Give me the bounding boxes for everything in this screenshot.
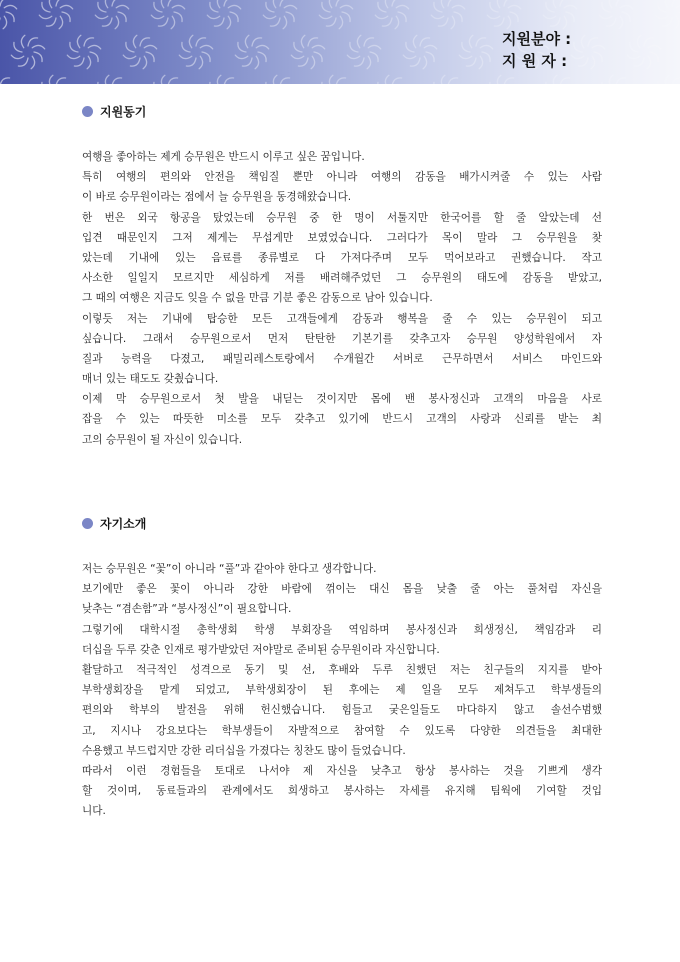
- text-line: 부학생회장을 맡게 되었고, 부학생회장이 된 후에는 제 일을 모두 제쳐두고 학부생들의: [82, 684, 602, 697]
- text-line: 보기에만 좋은 꽃이 아니라 강한 바람에 꺾이는 대신 몸을 낮출 줄 아는 풀처럼 자신을: [82, 583, 602, 596]
- text-line: 잡을 수 있는 따뜻한 미소를 모두 갖추고 있기에 반드시 고객의 사랑과 신뢰를 받는 최: [82, 413, 602, 426]
- paragraph: [82, 147, 602, 450]
- swirl-ornament: [95, 0, 128, 29]
- swirl-ornament: [263, 75, 296, 84]
- text-line: 수용했고 부드럽지만 강한 리더십을 가졌다는 칭찬도 많이 들었습니다.: [82, 744, 406, 757]
- swirl-ornament: [151, 75, 184, 84]
- text-line: 았는데 기내에 있는 음료를 종류별로 다 가져다주며 모두 먹어보라고 권했습니다. 작고: [82, 251, 602, 264]
- text-line: 니다.: [82, 805, 106, 818]
- section-title: [82, 103, 602, 119]
- swirl-ornament: [0, 75, 17, 84]
- swirl-ornament: [543, 75, 576, 84]
- text-line: 이 바로 승무원이라는 점에서 늘 승무원을 동경해왔습니다.: [82, 191, 352, 204]
- swirl-ornament: [11, 35, 44, 68]
- swirl-ornament: [627, 35, 660, 68]
- swirl-ornament: [431, 0, 464, 29]
- decorative-swirl-pattern: [0, 0, 680, 84]
- text-line: 입견 때문인지 그저 제게는 무섭게만 보였었습니다. 그러다가 목이 말라 그 승무원을 찾: [82, 231, 602, 244]
- swirl-ornament: [291, 35, 324, 68]
- text-line: 더십을 두루 갖춘 인재로 평가받았던 저야말로 준비된 승무원이라 자신합니다.: [82, 643, 440, 656]
- text-line: 매너 있는 태도도 갖췄습니다.: [82, 373, 219, 386]
- swirl-ornament: [0, 0, 17, 29]
- text-line: 사소한 일일지 모르지만 세심하게 저를 배려해주었던 그 승무원의 태도에 감동을 받았고,: [82, 272, 602, 285]
- section-motivation: [82, 103, 602, 450]
- swirl-ornament: [431, 75, 464, 84]
- swirl-ornament: [375, 0, 408, 29]
- text-line: 할 것이며, 동료들과의 관계에서도 희생하고 봉사하는 자세를 유지해 팀웍에 기여할 것입: [82, 785, 602, 798]
- text-line: 싶습니다. 그래서 승무원으로서 먼저 탄탄한 기본기를 갖추고자 승무원 양성학원에서 자: [82, 332, 602, 345]
- section-title-text: 자기소개: [100, 516, 147, 531]
- swirl-ornament: [571, 35, 604, 68]
- section-title-text: 지원동기: [100, 104, 147, 119]
- swirl-ornament: [319, 75, 352, 84]
- swirl-ornament: [179, 35, 212, 68]
- swirl-ornament: [459, 35, 492, 68]
- bullet-icon: [82, 106, 93, 117]
- swirl-ornament: [263, 0, 296, 29]
- text-line: 그렇기에 대학시절 총학생회 학생 부회장을 역임하며 봉사정신과 희생정신, 책임감과 리: [82, 623, 602, 636]
- paragraph: [82, 559, 602, 821]
- text-line: 그 때의 여행은 지금도 잊을 수 없을 만큼 기분 좋은 감동으로 남아 있습니다.: [82, 292, 433, 305]
- swirl-ornament: [39, 0, 72, 29]
- text-line: 활달하고 적극적인 성격으로 동기 및 선, 후배와 두루 친했던 저는 친구들의 지지를 받아: [82, 663, 602, 676]
- text-line: 따라서 이런 경험들을 토대로 나서야 제 자신을 낮추고 항상 봉사하는 것을 기쁘게 생각: [82, 764, 602, 777]
- swirl-ornament: [403, 35, 436, 68]
- swirl-ornament: [487, 0, 520, 29]
- text-line: 이렇듯 저는 기내에 탑승한 모든 고객들에게 감동과 행복을 줄 수 있는 승무원이 되고: [82, 312, 602, 325]
- text-line: 특히 여행의 편의와 안전을 책임질 뿐만 아니라 여행의 감동을 배가시켜줄 수 있는 사람: [82, 171, 602, 184]
- swirl-ornament: [95, 75, 128, 84]
- text-line: 이제 막 승무원으로서 첫 발을 내딛는 것이지만 몸에 밴 봉사정신과 고객의 마음을 사로: [82, 393, 602, 406]
- swirl-ornament: [347, 35, 380, 68]
- applicant-fields: [502, 28, 571, 72]
- text-line: 저는 승무원은 “꽃”이 아니라 “풀”과 같아야 한다고 생각합니다.: [82, 563, 377, 575]
- text-line: 한 번은 외국 항공을 탔었는데 승무원 중 한 명이 서툴지만 한국어를 할 줄 알았는데 선: [82, 211, 602, 224]
- section-title: [82, 515, 602, 531]
- section-self-introduction: [82, 515, 602, 821]
- field-applicant-label: 지 원 자 :: [502, 52, 568, 70]
- swirl-ornament: [207, 75, 240, 84]
- bullet-icon: [82, 518, 93, 529]
- swirl-ornament: [599, 0, 632, 29]
- text-line: 질과 능력을 다졌고, 패밀리레스토랑에서 수개월간 서버로 근무하면서 서비스 마인드와: [82, 352, 602, 365]
- swirl-ornament: [207, 0, 240, 29]
- swirl-ornament: [67, 35, 100, 68]
- field-area-label: 지원분야 :: [502, 30, 572, 48]
- swirl-ornament: [599, 75, 632, 84]
- text-line: 고의 승무원이 될 자신이 있습니다.: [82, 433, 243, 446]
- header-banner: [0, 0, 680, 84]
- swirl-ornament: [319, 0, 352, 29]
- swirl-ornament: [235, 35, 268, 68]
- swirl-ornament: [655, 0, 680, 29]
- swirl-ornament: [123, 35, 156, 68]
- swirl-ornament: [487, 75, 520, 84]
- text-line: 고, 지시나 강요보다는 학부생들이 자발적으로 참여할 수 있도록 다양한 의견들을 최대한: [82, 724, 602, 737]
- text-line: 편의와 학부의 발전을 위해 헌신했습니다. 힘들고 궂은일들도 마다하지 않고 솔선수범했: [82, 704, 602, 717]
- swirl-ornament: [39, 75, 72, 84]
- text-line: 여행을 좋아하는 제게 승무원은 반드시 이루고 싶은 꿈입니다.: [82, 151, 365, 163]
- swirl-ornament: [375, 75, 408, 84]
- swirl-ornament: [655, 75, 680, 84]
- text-line: 낮추는 “겸손함”과 “봉사정신”이 필요합니다.: [82, 603, 292, 616]
- swirl-ornament: [151, 0, 184, 29]
- swirl-ornament: [543, 0, 576, 29]
